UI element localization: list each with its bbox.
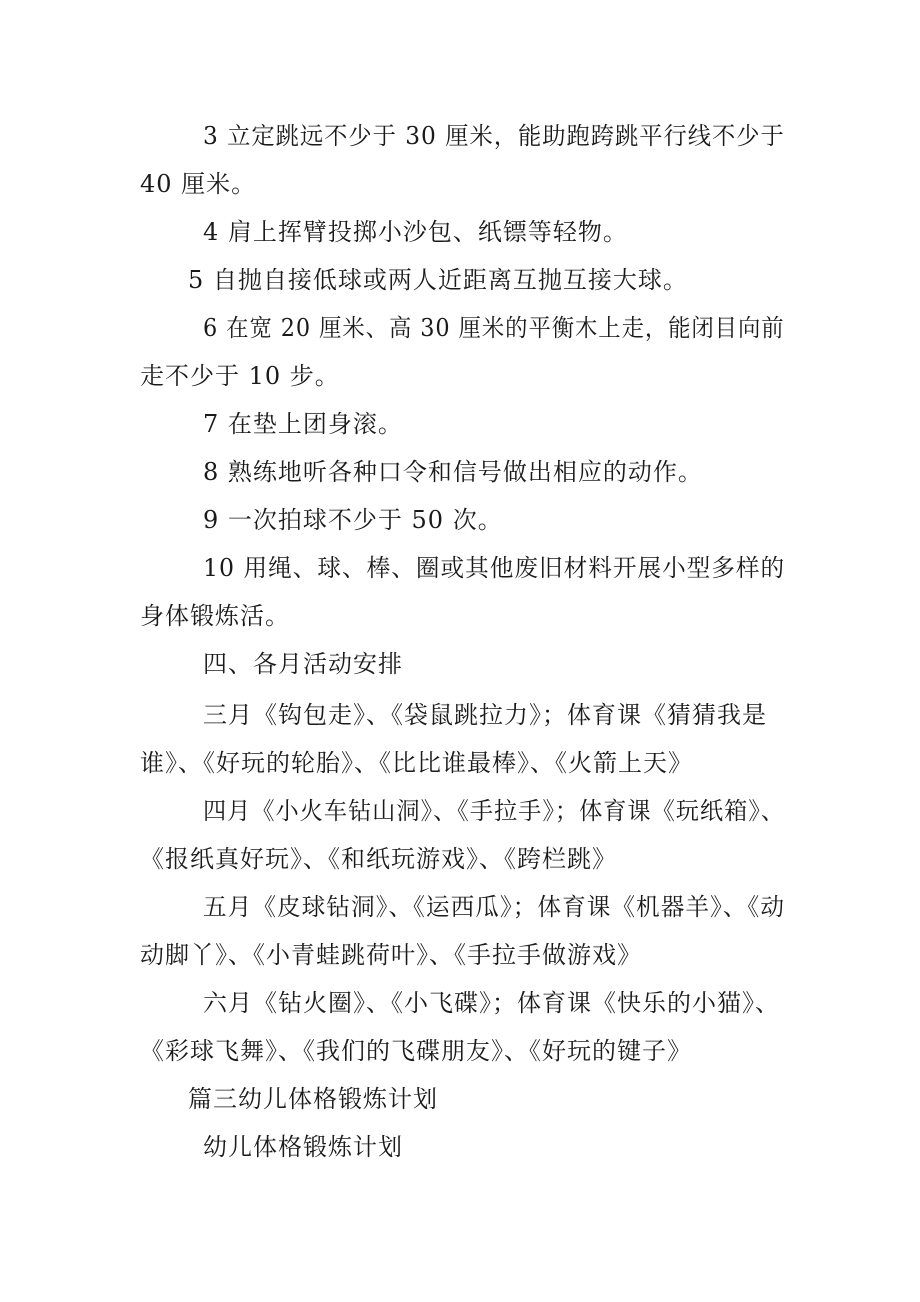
document-title: 幼儿体格锻炼计划 [203, 1133, 403, 1161]
text-line: 《彩球飞舞》、《我们的飞碟朋友》、《好玩的键子》 [140, 1037, 692, 1065]
text-line: 40 厘米。 [140, 170, 257, 198]
text-line: 《报纸真好玩》、《和纸玩游戏》、《跨栏跳》 [140, 845, 617, 873]
text-line: 三月《钩包走》、《袋鼠跳拉力》；体育课《猜猜我是 [203, 701, 767, 729]
text-line: 六月《钻火圈》、《小飞碟》；体育课《快乐的小猫》、 [203, 989, 780, 1017]
text-line: 5 自抛自接低球或两人近距离互抛互接大球。 [188, 266, 688, 294]
text-line: 7 在垫上团身滚。 [203, 410, 403, 438]
text-line: 五月《皮球钻洞》、《运西瓜》；体育课《机器羊》、《动 [203, 893, 785, 921]
text-line: 4 肩上挥臂投掷小沙包、纸镖等轻物。 [203, 218, 628, 246]
section-heading: 四、各月活动安排 [203, 650, 403, 678]
text-line: 9 一次拍球不少于 50 次。 [203, 506, 503, 534]
text-line: 谁》、《好玩的轮胎》、《比比谁最棒》、《火箭上天》 [140, 749, 693, 777]
text-line: 走不少于 10 步。 [140, 362, 340, 390]
text-line: 8 熟练地听各种口令和信号做出相应的动作。 [203, 458, 703, 486]
section-heading: 篇三幼儿体格锻炼计划 [188, 1085, 438, 1113]
text-line: 动脚丫》、《小青蛙跳荷叶》、《手拉手做游戏》 [140, 941, 642, 969]
text-line: 四月《小火车钻山洞》、《手拉手》；体育课《玩纸箱》、 [203, 797, 785, 825]
text-line: 身体锻炼活。 [140, 602, 290, 630]
text-line: 6 在宽 20 厘米、高 30 厘米的平衡木上走，能闭目向前 [203, 314, 785, 342]
text-line: 3 立定跳远不少于 30 厘米，能助跑跨跳平行线不少于 [203, 122, 785, 150]
text-line: 10 用绳、球、棒、圈或其他废旧材料开展小型多样的 [203, 554, 786, 582]
